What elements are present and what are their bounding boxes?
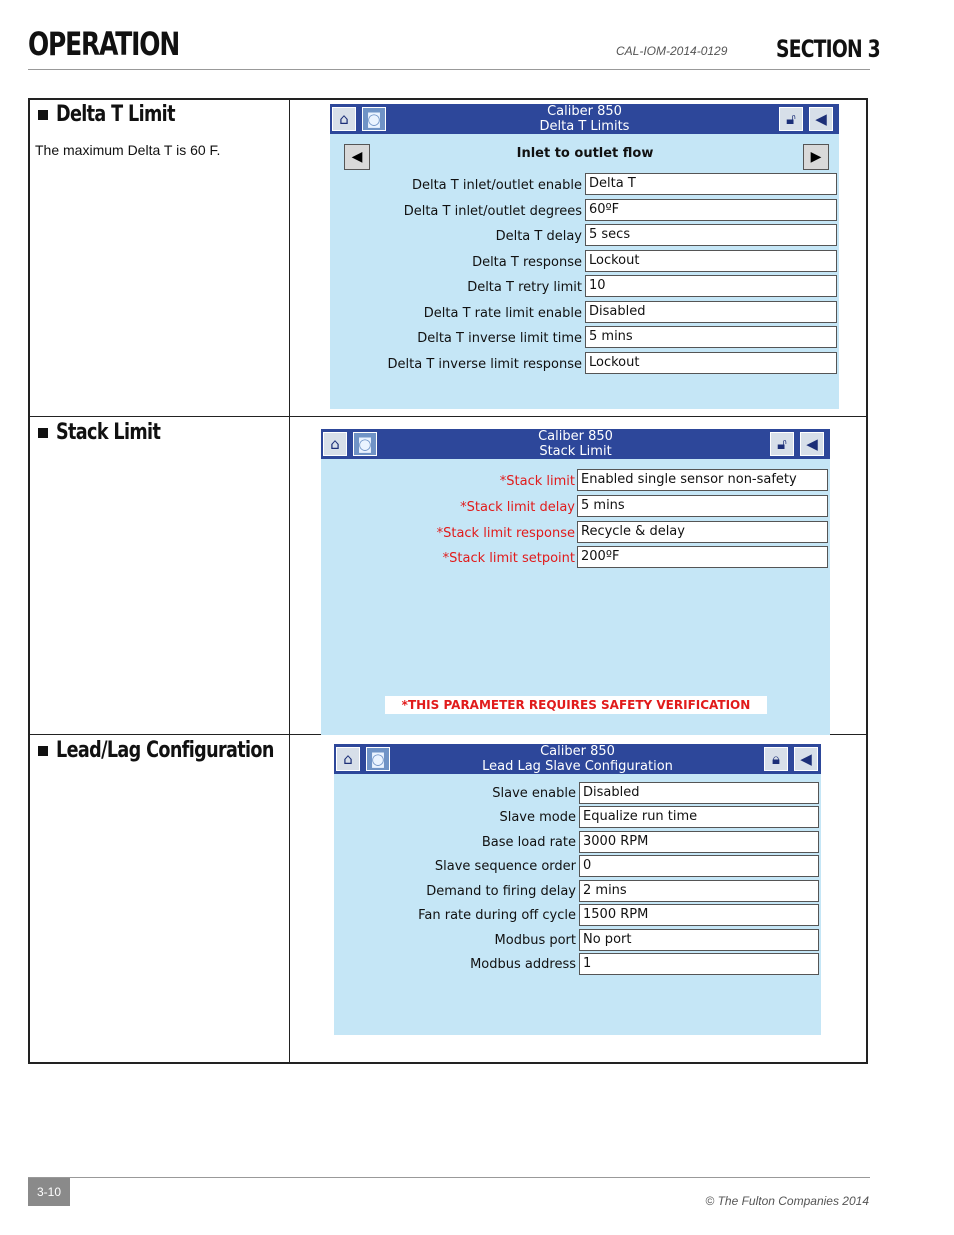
lead-lag-screen — [334, 744, 821, 1035]
required-field-label: *Stack limit delay — [460, 500, 575, 515]
field-value[interactable]: Disabled — [585, 301, 837, 323]
page-number: 3-10 — [28, 1178, 70, 1206]
lock-icon[interactable]: 🔒︎ — [764, 747, 788, 771]
field-value[interactable]: Recycle & delay — [577, 521, 828, 543]
row-heading-stack-limit — [38, 420, 186, 445]
camera-icon[interactable]: ◙ — [366, 747, 390, 771]
field-value[interactable]: Disabled — [579, 782, 819, 804]
field-value[interactable]: 200ºF — [577, 546, 828, 568]
row-heading-lead-lag — [38, 738, 328, 763]
field-label: Fan rate during off cycle — [418, 908, 576, 923]
screen-titlebar — [330, 104, 839, 134]
field-value[interactable]: 5 secs — [585, 224, 837, 246]
required-field-label: *Stack limit — [499, 474, 575, 489]
field-value[interactable]: 10 — [585, 275, 837, 297]
field-value[interactable]: No port — [579, 929, 819, 951]
row-heading-text: Delta T Limit — [56, 102, 175, 127]
copyright: © The Fulton Companies 2014 — [705, 1194, 869, 1208]
screen-title-line2: Stack Limit — [539, 444, 612, 459]
field-label: Slave mode — [499, 810, 576, 825]
field-value[interactable]: 0 — [579, 855, 819, 877]
field-label: Base load rate — [481, 835, 576, 850]
field-value[interactable]: Lockout — [585, 352, 837, 374]
field-value[interactable]: 1 — [579, 953, 819, 975]
back-arrow-icon[interactable]: ◀ — [809, 107, 833, 131]
field-label: Slave enable — [492, 786, 576, 801]
row-heading-text: Stack Limit — [56, 420, 161, 445]
required-field-label: *Stack limit response — [436, 526, 575, 541]
home-icon[interactable]: ⌂ — [332, 107, 356, 131]
section-label: SECTION 3 — [776, 35, 880, 63]
camera-icon[interactable]: ◙ — [362, 107, 386, 131]
field-label: Delta T inlet/outlet enable — [411, 178, 582, 193]
footer-rule — [28, 1177, 870, 1178]
field-label: Demand to firing delay — [426, 884, 576, 899]
required-field-label: *Stack limit setpoint — [442, 551, 575, 566]
stack-limit-screen — [321, 429, 830, 735]
home-icon[interactable]: ⌂ — [336, 747, 360, 771]
field-value[interactable]: 3000 RPM — [579, 831, 819, 853]
field-value[interactable]: 60ºF — [585, 199, 837, 221]
screen-title-line1: Caliber 850 — [540, 744, 615, 759]
screen-subheading: Inlet to outlet flow — [516, 146, 654, 161]
screen-title-line1: Caliber 850 — [538, 429, 613, 444]
field-value[interactable]: 2 mins — [579, 880, 819, 902]
bullet-square-icon — [38, 428, 48, 438]
field-label: Modbus address — [470, 957, 576, 972]
bullet-square-icon — [38, 746, 48, 756]
field-value[interactable]: Enabled single sensor non-safety — [577, 469, 828, 491]
field-value[interactable]: 5 mins — [577, 495, 828, 517]
field-label: Delta T retry limit — [467, 280, 582, 295]
safety-verification-warning: *THIS PARAMETER REQUIRES SAFETY VERIFICATION — [385, 696, 767, 714]
table-column-divider — [289, 98, 290, 1064]
previous-page-button[interactable]: ◀ — [344, 144, 370, 170]
screen-title-line1: Caliber 850 — [547, 104, 622, 119]
bullet-square-icon — [38, 110, 48, 120]
field-label: Slave sequence order — [434, 859, 576, 874]
field-label: Delta T response — [472, 255, 582, 270]
field-label: Delta T inverse limit response — [387, 357, 582, 372]
screen-title-line2: Lead Lag Slave Configuration — [482, 759, 673, 774]
back-arrow-icon[interactable]: ◀ — [800, 432, 824, 456]
field-label: Modbus port — [494, 933, 576, 948]
screen-title-line2: Delta T Limits — [539, 119, 630, 134]
back-arrow-icon[interactable]: ◀ — [794, 747, 818, 771]
field-label: Delta T inverse limit time — [417, 331, 582, 346]
table-row-divider — [28, 416, 868, 417]
next-page-button[interactable]: ▶ — [803, 144, 829, 170]
screen-titlebar — [334, 744, 821, 774]
lock-icon[interactable]: 🔓︎ — [770, 432, 794, 456]
field-label: Delta T rate limit enable — [423, 306, 582, 321]
field-value[interactable]: 1500 RPM — [579, 904, 819, 926]
field-value[interactable]: Lockout — [585, 250, 837, 272]
field-label: Delta T inlet/outlet degrees — [403, 204, 582, 219]
lock-icon[interactable]: 🔓︎ — [779, 107, 803, 131]
home-icon[interactable]: ⌂ — [323, 432, 347, 456]
row-description: The maximum Delta T is 60 F. — [35, 142, 221, 158]
field-value[interactable]: 5 mins — [585, 326, 837, 348]
row-heading-delta-t — [38, 102, 205, 127]
page-title: OPERATION — [28, 25, 180, 63]
header-rule — [28, 69, 870, 70]
screen-titlebar — [321, 429, 830, 459]
field-value[interactable]: Delta T — [585, 173, 837, 195]
row-heading-text: Lead/Lag Configuration — [56, 738, 274, 763]
delta-t-screen — [330, 104, 839, 409]
field-value[interactable]: Equalize run time — [579, 806, 819, 828]
camera-icon[interactable]: ◙ — [353, 432, 377, 456]
document-id: CAL-IOM-2014-0129 — [616, 44, 728, 58]
field-label: Delta T delay — [495, 229, 582, 244]
